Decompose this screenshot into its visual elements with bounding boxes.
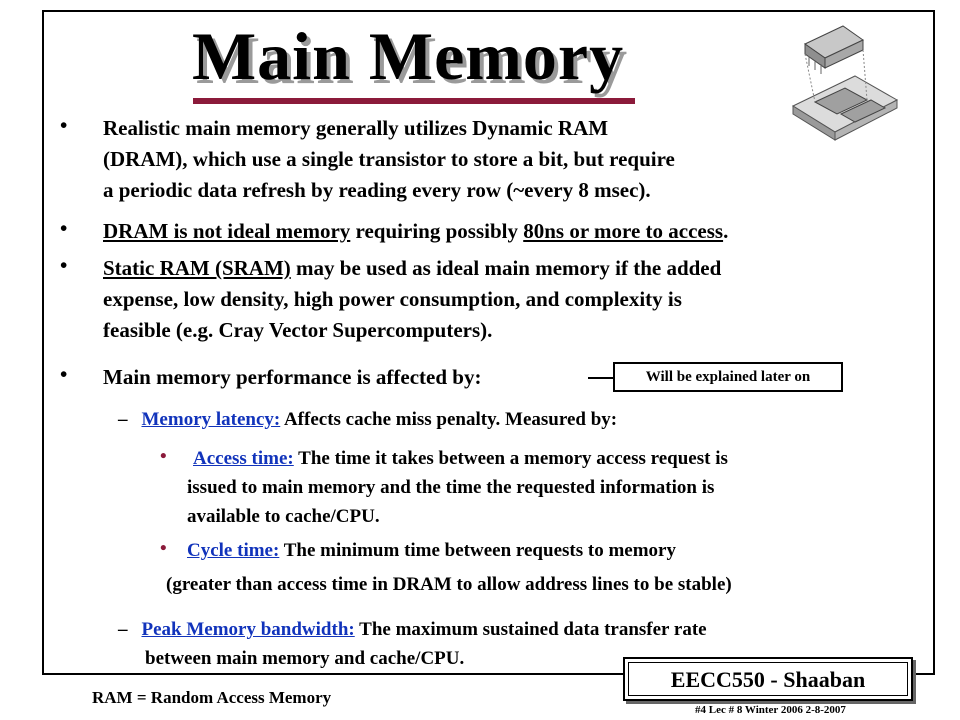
dash-icon: – <box>118 409 128 430</box>
cycle-time-item <box>187 535 676 566</box>
period-text: . <box>723 219 729 243</box>
course-badge <box>623 657 913 701</box>
access-time-text: The time it takes between a memory access request is <box>293 448 728 469</box>
sram-text: may be used as ideal main memory if the added <box>290 256 722 280</box>
latency-item <box>118 404 617 435</box>
cycle-time-text: The minimum time between requests to memory <box>279 540 676 561</box>
page-title: Main Memory <box>192 18 625 94</box>
callout-box: Will be explained later on <box>613 362 843 392</box>
sram-label: Static RAM (SRAM) <box>103 256 291 280</box>
bullet-icon: • <box>60 253 68 277</box>
bullet-performance <box>103 362 481 393</box>
chip-board <box>793 76 897 140</box>
access-time-line: issued to main memory and the time the requested information is <box>187 477 715 498</box>
callout-connector <box>588 377 614 379</box>
lecture-footnote: #4 Lec # 8 Winter 2006 2-8-2007 <box>695 704 846 716</box>
dram-access-text: requiring possibly <box>350 219 524 243</box>
bandwidth-label: Peak Memory bandwidth: <box>141 619 355 640</box>
bullet-dram-intro <box>103 113 675 206</box>
chip-top <box>805 26 863 74</box>
bandwidth-line: between main memory and cache/CPU. <box>145 648 465 669</box>
access-time-line: available to cache/CPU. <box>187 506 380 527</box>
title-underline <box>193 98 635 104</box>
bullet-line: (DRAM), which use a single transistor to store a bit, but require <box>103 147 675 171</box>
access-time-label: Access time: <box>193 448 294 469</box>
latency-label: Memory latency: <box>141 409 281 430</box>
bullet-line: a periodic data refresh by reading every row (~every 8 msec). <box>103 178 651 202</box>
ram-footnote: RAM = Random Access Memory <box>92 688 332 707</box>
bullet-icon: • <box>60 113 68 137</box>
bullet-line: expense, low density, high power consumption, and complexity is <box>103 287 682 311</box>
memory-chip-illustration <box>785 14 905 154</box>
bullet-icon: • <box>60 216 68 240</box>
dram-80ns-text: 80ns or more to access <box>523 219 724 243</box>
latency-text: Affects cache miss penalty. Measured by: <box>280 409 618 430</box>
bullet-sram <box>103 253 721 346</box>
title-wrap <box>192 18 625 94</box>
bullet-line: Realistic main memory generally utilizes Dynamic RAM <box>103 116 609 140</box>
cycle-time-note: (greater than access time in DRAM to allow address lines to be stable) <box>166 574 732 595</box>
dram-not-ideal-text: DRAM is not ideal memory <box>103 219 351 243</box>
bullet-icon: • <box>160 446 167 467</box>
bandwidth-text: The maximum sustained data transfer rate <box>354 619 707 640</box>
course-badge-text: EECC550 - Shaaban <box>628 662 908 696</box>
cycle-time-label: Cycle time: <box>187 540 280 561</box>
bullet-icon: • <box>60 362 68 386</box>
performance-text: Main memory performance is affected by: <box>103 365 482 389</box>
bullet-line: feasible (e.g. Cray Vector Supercomputers). <box>103 318 493 342</box>
bullet-dram-not-ideal <box>103 216 728 247</box>
dash-icon: – <box>118 619 128 640</box>
bullet-icon: • <box>160 538 167 559</box>
bandwidth-item <box>118 615 707 673</box>
access-time-item <box>187 444 728 531</box>
